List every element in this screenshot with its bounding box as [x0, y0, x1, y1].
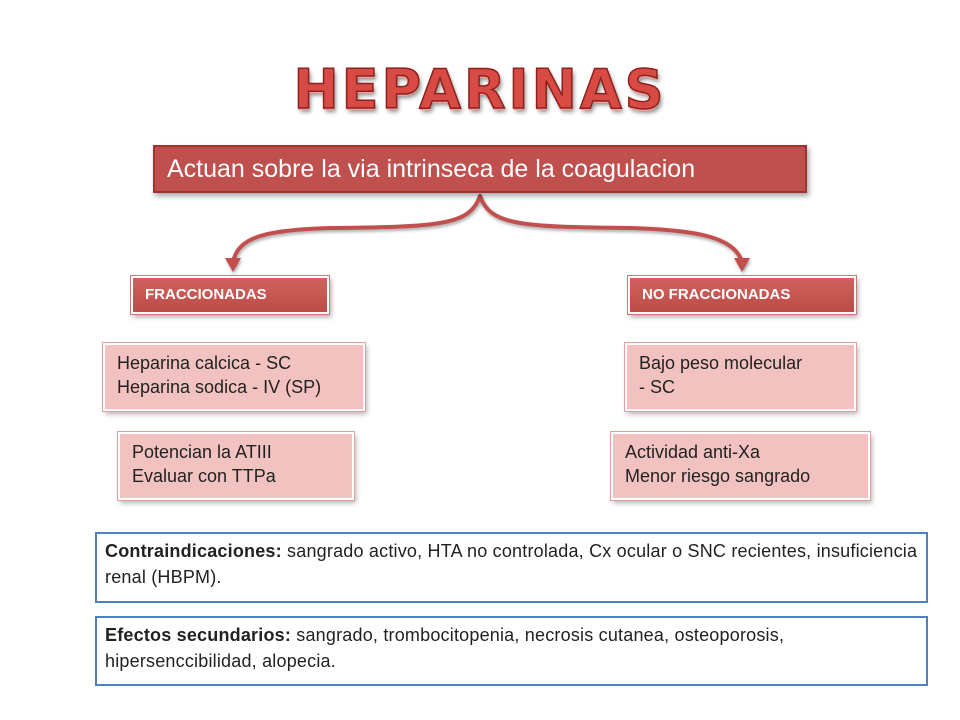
- contraindications-box: [95, 532, 928, 603]
- left-heparin-types-box: [103, 343, 365, 411]
- left-effects-box: [118, 432, 354, 500]
- right-box1-line1: Bajo peso molecular: [639, 353, 803, 373]
- contraindications-text: sangrado activo, HTA no controlada, Cx ocular o SNC recientes, insuficiencia renal (HBPM).: [105, 541, 918, 587]
- right-effects-box: [611, 432, 870, 500]
- left-box2-line1: Potencian la ATIII: [132, 442, 272, 462]
- right-box2-line2: Menor riesgo sangrado: [625, 466, 811, 486]
- main-statement-box: Actuan sobre la via intrinseca de la coagulacion: [153, 145, 807, 193]
- right-box1-line2: - SC: [639, 377, 675, 397]
- left-box1-line2: Heparina sodica - IV (SP): [117, 377, 322, 397]
- side-effects-box: [95, 616, 928, 686]
- arrowhead-left-icon: [225, 258, 241, 272]
- page-title: HEPARINAS: [293, 58, 667, 121]
- right-heparin-types-box: [625, 343, 856, 411]
- left-box2-line2: Evaluar con TTPa: [132, 466, 276, 486]
- side-effects-label: Efectos secundarios:: [105, 625, 292, 645]
- right-box2-line1: Actividad anti-Xa: [625, 442, 761, 462]
- no-fraccionadas-label: NO FRACCIONADAS: [628, 276, 856, 314]
- left-box1-line1: Heparina calcica - SC: [117, 353, 292, 373]
- arrowhead-right-icon: [734, 258, 750, 272]
- contraindications-label: Contraindicaciones:: [105, 541, 282, 561]
- fraccionadas-label: FRACCIONADAS: [131, 276, 329, 314]
- side-effects-text: sangrado, trombocitopenia, necrosis cutanea, osteoporosis, hipersenccibilidad, alopecia.: [105, 625, 785, 671]
